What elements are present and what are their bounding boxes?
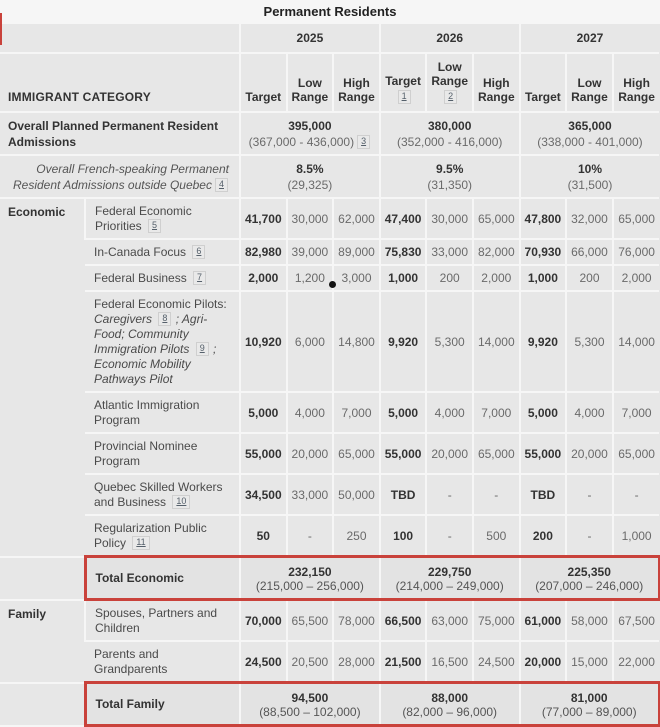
category-label-text: Regularization Public Policy [94, 521, 207, 550]
value-cell: 78,000 [333, 600, 380, 642]
total-range-value: (214,000 – 249,000) [395, 579, 504, 593]
value-cell: 20,500 [287, 641, 334, 683]
value-cell: 39,000 [287, 239, 334, 265]
category-cell [85, 600, 240, 642]
value-cell: 21,500 [380, 641, 427, 683]
total-value-cell [380, 683, 520, 726]
col-header-high-2026 [473, 53, 520, 112]
value-cell: 20,000 [287, 433, 334, 474]
value-cell: 3,000 [333, 265, 380, 291]
col-header-label: Target [524, 90, 561, 104]
value-cell: 1,000 [520, 265, 567, 291]
value-cell: 4,000 [566, 392, 613, 433]
category-label-text: Spouses, Partners and Children [95, 606, 218, 635]
category-cell [85, 392, 240, 433]
category-cell [85, 474, 240, 515]
value-cell: 20,000 [426, 433, 473, 474]
value-cell: 4,000 [287, 392, 334, 433]
value-cell: 5,300 [426, 291, 473, 392]
category-label-text: Federal Economic Pilots: [94, 297, 227, 311]
value-cell: - [566, 474, 613, 515]
value-cell: 22,000 [613, 641, 660, 683]
total-range-value: (82,000 – 96,000) [402, 705, 498, 719]
table-row [0, 474, 659, 515]
value-cell: - [426, 515, 473, 557]
value-cell: 2,000 [613, 265, 660, 291]
value-cell: TBD [520, 474, 567, 515]
value-cell: 65,000 [613, 198, 660, 239]
value-cell: 14,000 [473, 291, 520, 392]
value-cell: 65,000 [473, 198, 520, 239]
value-cell: 1,000 [380, 265, 427, 291]
value-cell: 15,000 [566, 641, 613, 683]
footnote-link[interactable]: 11 [132, 536, 149, 550]
value-cell: 32,000 [566, 198, 613, 239]
value-cell: 20,000 [566, 433, 613, 474]
french-count-2025: (29,325) [287, 178, 333, 192]
value-cell: 24,500 [473, 641, 520, 683]
footnote-link[interactable]: 3 [357, 135, 370, 149]
value-cell: 70,930 [520, 239, 567, 265]
total-row-spacer [0, 557, 85, 600]
value-cell: 66,500 [380, 600, 427, 642]
total-range-value: (207,000 – 246,000) [535, 579, 644, 593]
immigrant-category-header: IMMIGRANT CATEGORY [0, 53, 240, 112]
overall-range-2025: (367,000 - 436,000) [248, 135, 355, 149]
value-cell: - [566, 515, 613, 557]
total-main-value: 94,500 [291, 691, 329, 705]
value-cell: 82,000 [473, 239, 520, 265]
value-cell: 58,000 [566, 600, 613, 642]
value-cell: 75,000 [473, 600, 520, 642]
value-cell: 76,000 [613, 239, 660, 265]
value-cell: 62,000 [333, 198, 380, 239]
category-label-text: Federal Business [94, 271, 191, 285]
value-cell: 6,000 [287, 291, 334, 392]
value-cell: 41,700 [240, 198, 287, 239]
total-main-value: 81,000 [570, 691, 608, 705]
french-speaking-row [0, 155, 659, 198]
value-cell: 65,500 [287, 600, 334, 642]
value-cell: 5,000 [240, 392, 287, 433]
value-cell: 100 [380, 515, 427, 557]
value-cell: 82,980 [240, 239, 287, 265]
category-cell [85, 198, 240, 239]
overall-admissions-row [0, 112, 659, 155]
value-cell: 33,000 [287, 474, 334, 515]
col-header-target-2027 [520, 53, 567, 112]
value-cell: 55,000 [380, 433, 427, 474]
value-cell: 200 [426, 265, 473, 291]
table-row [0, 641, 659, 683]
value-cell: 33,000 [426, 239, 473, 265]
total-row-spacer [0, 683, 85, 726]
value-cell: 4,000 [426, 392, 473, 433]
value-cell: 5,300 [566, 291, 613, 392]
total-value-cell [380, 557, 520, 600]
total-range-value: (88,500 – 102,000) [259, 705, 361, 719]
category-label-text: Caregivers [94, 312, 156, 326]
value-cell: 16,500 [426, 641, 473, 683]
overall-target-2025: 395,000 [288, 119, 332, 133]
value-cell: 1,200 [287, 265, 334, 291]
value-cell: 70,000 [240, 600, 287, 642]
category-label-text: Atlantic Immigration Program [94, 398, 200, 427]
table-row [0, 515, 659, 557]
category-label-text: Provincial Nominee Program [94, 439, 198, 468]
value-cell: 65,000 [613, 433, 660, 474]
col-header-label: Target [385, 74, 421, 88]
footnote-link[interactable]: 10 [172, 495, 190, 509]
col-header-label: High Range [477, 76, 515, 104]
total-value-cell [240, 683, 380, 726]
value-cell: 67,500 [613, 600, 660, 642]
value-cell: 34,500 [240, 474, 287, 515]
value-cell: - [473, 474, 520, 515]
french-pct-2025: 8.5% [296, 162, 324, 176]
total-range-value: (215,000 – 256,000) [255, 579, 364, 593]
total-value-cell [520, 557, 660, 600]
col-header-high-2025 [333, 53, 380, 112]
overall-range-2027: (338,000 - 401,000) [537, 135, 643, 149]
value-cell: 65,000 [333, 433, 380, 474]
value-cell: 47,800 [520, 198, 567, 239]
year-2027: 2027 [520, 24, 660, 53]
total-main-value: 225,350 [567, 565, 611, 579]
total-label: Total Family [85, 683, 240, 726]
french-pct-2027: 10% [577, 162, 602, 176]
category-cell [85, 239, 240, 265]
col-header-target-2026 [380, 53, 427, 112]
section-label: Economic [0, 198, 85, 557]
french-count-2026: (31,350) [427, 178, 473, 192]
french-value-2027 [520, 155, 660, 198]
category-label-text: In-Canada Focus [94, 245, 190, 259]
col-header-label: High Range [618, 76, 655, 104]
col-header-label: High Range [338, 76, 375, 104]
footnote-link[interactable]: 5 [148, 219, 161, 233]
total-value-cell [240, 557, 380, 600]
footnote-link[interactable]: 7 [193, 271, 206, 285]
col-header-target-2025 [240, 53, 287, 112]
value-cell: 65,000 [473, 433, 520, 474]
overall-value-2025 [240, 112, 380, 155]
table-row [0, 392, 659, 433]
footnote-link[interactable]: 4 [215, 178, 228, 192]
total-main-value: 232,150 [288, 565, 332, 579]
value-cell: 55,000 [240, 433, 287, 474]
value-cell: 500 [473, 515, 520, 557]
col-header-low-2027 [566, 53, 613, 112]
category-label-text: Quebec Skilled Workers and Business [94, 480, 223, 509]
value-cell: 61,000 [520, 600, 567, 642]
value-cell: 1,000 [613, 515, 660, 557]
value-cell: TBD [380, 474, 427, 515]
col-header-label: Target [245, 90, 282, 104]
value-cell: - [426, 474, 473, 515]
value-cell: 9,920 [520, 291, 567, 392]
col-header-label: Low Range [431, 60, 469, 88]
total-value-cell [520, 683, 660, 726]
value-cell: 7,000 [333, 392, 380, 433]
value-cell: 50 [240, 515, 287, 557]
table-row [0, 291, 659, 392]
value-cell: 55,000 [520, 433, 567, 474]
blank-corner-cell [0, 24, 240, 53]
year-header-row [0, 24, 659, 53]
value-cell: 47,400 [380, 198, 427, 239]
french-value-2026 [380, 155, 520, 198]
permanent-residents-table [0, 24, 660, 727]
col-header-low-2025 [287, 53, 334, 112]
category-label-text: ; Economic Mobility Pathways Pilot [94, 342, 217, 386]
table-row [0, 198, 659, 239]
total-row [0, 683, 659, 726]
value-cell: 200 [566, 265, 613, 291]
french-value-2025 [240, 155, 380, 198]
footnote-link[interactable]: 9 [196, 342, 209, 356]
col-header-label: Low Range [571, 76, 608, 104]
footnote-link[interactable]: 1 [398, 90, 411, 104]
table-row [0, 600, 659, 642]
overall-value-2027 [520, 112, 660, 155]
value-cell: 14,000 [613, 291, 660, 392]
value-cell: 200 [520, 515, 567, 557]
total-main-value: 88,000 [431, 691, 469, 705]
red-edge-mark [0, 13, 2, 45]
col-header-label: Low Range [291, 76, 329, 104]
category-cell [85, 291, 240, 392]
value-cell: 20,000 [520, 641, 567, 683]
table-title: Permanent Residents [0, 0, 660, 24]
category-label-text: Federal Economic Priorities [95, 204, 192, 233]
overall-admissions-label: Overall Planned Permanent Resident Admissions [0, 112, 240, 155]
value-cell: 10,920 [240, 291, 287, 392]
value-cell: 28,000 [333, 641, 380, 683]
year-2025: 2025 [240, 24, 380, 53]
footnote-link[interactable]: 2 [444, 90, 457, 104]
col-header-high-2027 [613, 53, 660, 112]
total-row [0, 557, 659, 600]
value-cell: 5,000 [520, 392, 567, 433]
footnote-link[interactable]: 6 [192, 245, 205, 259]
value-cell: 2,000 [240, 265, 287, 291]
french-speaking-label [0, 155, 240, 198]
overall-value-2026 [380, 112, 520, 155]
table-row [0, 239, 659, 265]
french-count-2027: (31,500) [567, 178, 613, 192]
footnote-link[interactable]: 8 [158, 312, 171, 326]
value-cell: - [613, 474, 660, 515]
value-cell: 30,000 [426, 198, 473, 239]
category-cell [85, 641, 240, 683]
value-cell: 89,000 [333, 239, 380, 265]
value-cell: 2,000 [473, 265, 520, 291]
value-cell: 30,000 [287, 198, 334, 239]
category-cell [85, 265, 240, 291]
value-cell: 5,000 [380, 392, 427, 433]
category-label-text: Parents and Grandparents [94, 647, 168, 676]
value-cell: 14,800 [333, 291, 380, 392]
overall-target-2027: 365,000 [568, 119, 612, 133]
overall-target-2026: 380,000 [428, 119, 472, 133]
value-cell: 24,500 [240, 641, 287, 683]
category-label-text: ; Agri-Food; Community Immigration Pilots [94, 312, 208, 356]
value-cell: 7,000 [473, 392, 520, 433]
value-cell: 250 [333, 515, 380, 557]
section-label: Family [0, 600, 85, 683]
total-range-value: (77,000 – 89,000) [541, 705, 637, 719]
cursor-dot [329, 281, 336, 288]
value-cell: 75,830 [380, 239, 427, 265]
col-header-low-2026 [426, 53, 473, 112]
total-label: Total Economic [85, 557, 240, 600]
total-main-value: 229,750 [428, 565, 472, 579]
value-cell: 50,000 [333, 474, 380, 515]
table-row [0, 433, 659, 474]
category-cell [85, 433, 240, 474]
value-cell: 66,000 [566, 239, 613, 265]
french-speaking-label-text: Overall French-speaking Permanent Resident Admissions outside Quebec [12, 162, 229, 192]
value-cell: 7,000 [613, 392, 660, 433]
overall-range-2026: (352,000 - 416,000) [396, 135, 503, 149]
value-cell: - [287, 515, 334, 557]
french-pct-2026: 9.5% [436, 162, 464, 176]
category-cell [85, 515, 240, 557]
value-cell: 9,920 [380, 291, 427, 392]
year-2026: 2026 [380, 24, 520, 53]
value-cell: 63,000 [426, 600, 473, 642]
column-header-row [0, 53, 659, 112]
